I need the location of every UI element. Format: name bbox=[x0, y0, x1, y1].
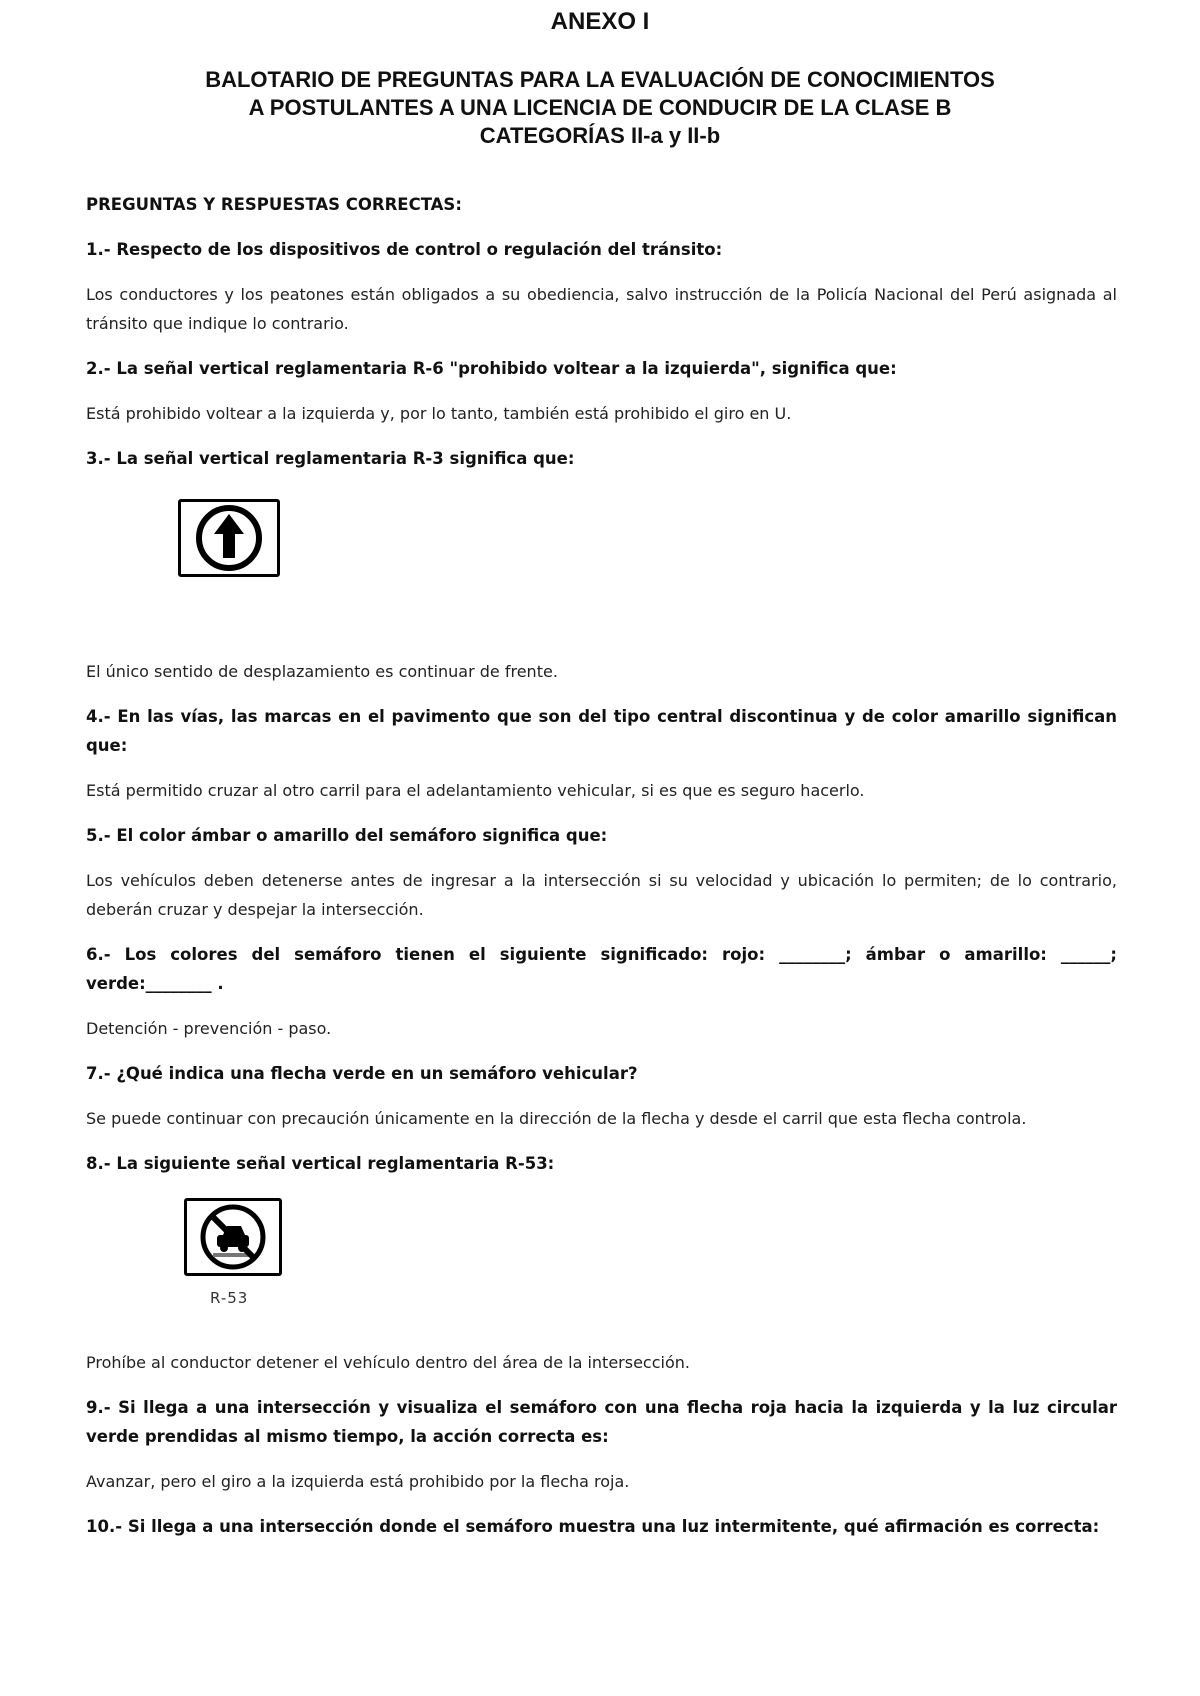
question-1: 1.- Respecto de los dispositivos de control o regulación del tránsito: bbox=[86, 240, 723, 259]
sign-r53-block bbox=[86, 1194, 1117, 1348]
annex-label: ANEXO I bbox=[550, 8, 650, 35]
document-title bbox=[0, 66, 1200, 150]
question-3: 3.- La señal vertical reglamentaria R-3 significa que: bbox=[86, 449, 575, 468]
answer-5: Los vehículos deben detenerse antes de ingresar a la intersección si su velocidad y ubicación lo permiten; de lo contrario, deberán cruzar y despejar la intersección. bbox=[86, 871, 1117, 919]
title-line: A POSTULANTES A UNA LICENCIA DE CONDUCIR DE LA CLASE B bbox=[248, 95, 952, 120]
sign-caption: R-53 bbox=[210, 1289, 249, 1307]
question-8: 8.- La siguiente señal vertical reglamentaria R-53: bbox=[86, 1154, 555, 1173]
sign-r3-block bbox=[86, 489, 1117, 657]
no-stopping-in-intersection-sign-icon bbox=[184, 1198, 282, 1276]
answer-9: Avanzar, pero el giro a la izquierda está prohibido por la flecha roja. bbox=[86, 1472, 630, 1491]
straight-arrow-sign-icon bbox=[178, 499, 280, 577]
question-7: 7.- ¿Qué indica una flecha verde en un semáforo vehicular? bbox=[86, 1064, 638, 1083]
title-line: BALOTARIO DE PREGUNTAS PARA LA EVALUACIÓN DE CONOCIMIENTOS bbox=[205, 67, 995, 92]
question-4: 4.- En las vías, las marcas en el pavimento que son del tipo central discontinua y de color amarillo significan que: bbox=[86, 707, 1117, 755]
title-line: CATEGORÍAS II-a y II-b bbox=[479, 123, 721, 148]
answer-2: Está prohibido voltear a la izquierda y, por lo tanto, también está prohibido el giro en U. bbox=[86, 404, 792, 423]
question-5: 5.- El color ámbar o amarillo del semáforo significa que: bbox=[86, 826, 608, 845]
answer-1: Los conductores y los peatones están obligados a su obediencia, salvo instrucción de la Policía Nacional del Perú asignada al tránsito que indique lo contrario. bbox=[86, 285, 1117, 333]
section-heading: PREGUNTAS Y RESPUESTAS CORRECTAS: bbox=[86, 195, 462, 214]
question-2: 2.- La señal vertical reglamentaria R-6 "prohibido voltear a la izquierda", significa que: bbox=[86, 359, 897, 378]
answer-4: Está permitido cruzar al otro carril para el adelantamiento vehicular, si es que es seguro hacerlo. bbox=[86, 781, 865, 800]
answer-7: Se puede continuar con precaución únicamente en la dirección de la flecha y desde el carril que esta flecha controla. bbox=[86, 1109, 1027, 1128]
answer-3: El único sentido de desplazamiento es continuar de frente. bbox=[86, 662, 558, 681]
question-9: 9.- Si llega a una intersección y visualiza el semáforo con una flecha roja hacia la izquierda y la luz circular verde prendidas al mismo tiempo, la acción correcta es: bbox=[86, 1398, 1117, 1446]
answer-8: Prohíbe al conductor detener el vehículo dentro del área de la intersección. bbox=[86, 1353, 690, 1372]
question-6: 6.- Los colores del semáforo tienen el siguiente significado: rojo: ________; ámbar o amarillo: ______; verde:________ . bbox=[86, 945, 1117, 993]
questions-content bbox=[86, 190, 1117, 1557]
question-10: 10.- Si llega a una intersección donde el semáforo muestra una luz intermitente, qué afirmación es correcta: bbox=[86, 1517, 1100, 1536]
answer-6: Detención - prevención - paso. bbox=[86, 1019, 332, 1038]
